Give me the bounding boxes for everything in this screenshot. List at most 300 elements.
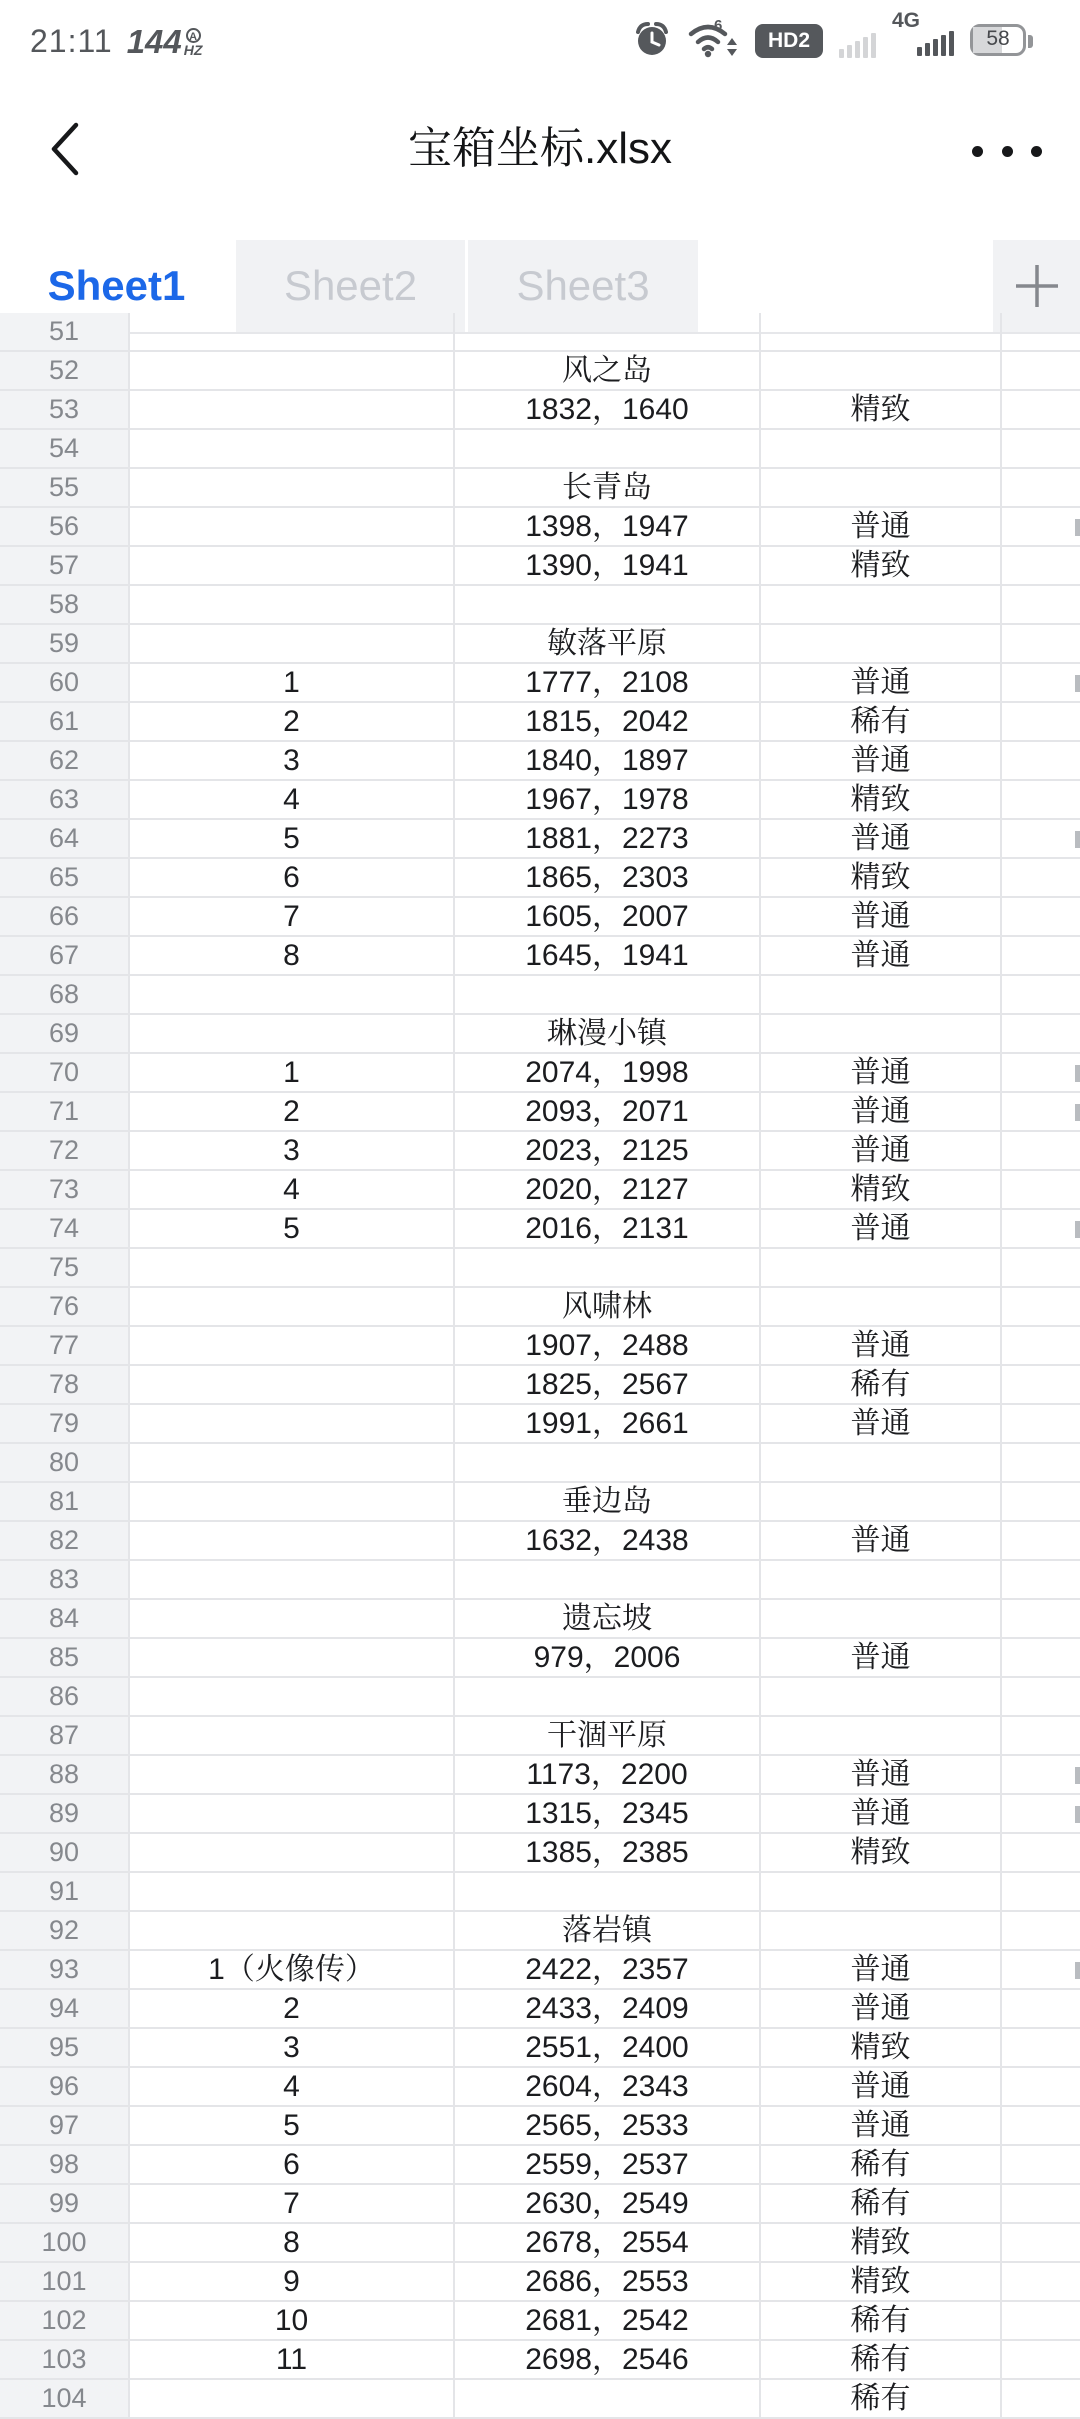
- cell-col-c[interactable]: 1840，1897: [455, 742, 761, 781]
- row-number-cell[interactable]: 85: [0, 1639, 130, 1678]
- more-menu-button[interactable]: [972, 140, 1042, 162]
- cell-col-d[interactable]: 普通: [761, 1756, 1002, 1795]
- cell-col-e[interactable]: [1002, 2224, 1080, 2263]
- row-number-cell[interactable]: 81: [0, 1483, 130, 1522]
- cell-col-e[interactable]: [1002, 1327, 1080, 1366]
- cell-col-e[interactable]: [1002, 352, 1080, 391]
- cell-col-e[interactable]: [1002, 1288, 1080, 1327]
- cell-col-b[interactable]: [130, 1717, 455, 1756]
- sheet-row: [0, 1054, 1080, 1093]
- row-number-cell[interactable]: 98: [0, 2146, 130, 2185]
- sim2-signal-icon: [892, 10, 954, 58]
- row-number-cell[interactable]: 88: [0, 1756, 130, 1795]
- row-number-cell[interactable]: 56: [0, 508, 130, 547]
- cell-col-e[interactable]: [1002, 1444, 1080, 1483]
- cell-col-d[interactable]: 普通: [761, 1639, 1002, 1678]
- cell-col-c[interactable]: 1881，2273: [455, 820, 761, 859]
- cell-col-c[interactable]: 落岩镇: [455, 1912, 761, 1951]
- cell-col-d[interactable]: [761, 1717, 1002, 1756]
- cell-col-e[interactable]: [1002, 1015, 1080, 1054]
- cell-col-e[interactable]: [1002, 1054, 1080, 1093]
- sheet-row: [0, 976, 1080, 1015]
- row-number-cell[interactable]: 93: [0, 1951, 130, 1990]
- cell-col-d[interactable]: [761, 1015, 1002, 1054]
- cell-col-e[interactable]: [1002, 2263, 1080, 2302]
- cell-col-b[interactable]: [130, 352, 455, 391]
- cell-col-c[interactable]: [455, 313, 761, 352]
- cell-col-c[interactable]: 2565，2533: [455, 2107, 761, 2146]
- row-number-cell[interactable]: 63: [0, 781, 130, 820]
- row-number-cell[interactable]: 100: [0, 2224, 130, 2263]
- cell-col-c[interactable]: 2093，2071: [455, 1093, 761, 1132]
- cell-col-b[interactable]: 8: [130, 937, 455, 976]
- cell-col-b[interactable]: [130, 1405, 455, 1444]
- cell-col-c[interactable]: [455, 430, 761, 469]
- cell-col-c[interactable]: 2678，2554: [455, 2224, 761, 2263]
- cell-col-e[interactable]: [1002, 781, 1080, 820]
- row-number-cell[interactable]: 51: [0, 313, 130, 352]
- cell-col-c[interactable]: 2023，2125: [455, 1132, 761, 1171]
- sheet-row: [0, 352, 1080, 391]
- cell-col-b[interactable]: [130, 625, 455, 664]
- cell-col-b[interactable]: 9: [130, 2263, 455, 2302]
- row-number-cell[interactable]: 65: [0, 859, 130, 898]
- cell-col-b[interactable]: [130, 1912, 455, 1951]
- cell-col-b[interactable]: [130, 508, 455, 547]
- cell-col-c[interactable]: 干涸平原: [455, 1717, 761, 1756]
- cell-col-e[interactable]: [1002, 976, 1080, 1015]
- cell-col-b[interactable]: [130, 1561, 455, 1600]
- cell-col-d[interactable]: 精致: [761, 781, 1002, 820]
- cell-col-e[interactable]: [1002, 1795, 1080, 1834]
- cell-col-b[interactable]: 6: [130, 859, 455, 898]
- cell-col-e[interactable]: [1002, 1951, 1080, 1990]
- sheet-row: [0, 1561, 1080, 1600]
- cell-col-e[interactable]: [1002, 859, 1080, 898]
- cell-col-d[interactable]: [761, 586, 1002, 625]
- cell-col-b[interactable]: 3: [130, 1132, 455, 1171]
- cell-col-d[interactable]: 普通: [761, 1327, 1002, 1366]
- row-number-cell[interactable]: 59: [0, 625, 130, 664]
- cell-col-e[interactable]: [1002, 1873, 1080, 1912]
- cell-col-e[interactable]: [1002, 742, 1080, 781]
- cell-col-c[interactable]: [455, 2380, 761, 2419]
- sheet-row: [0, 1639, 1080, 1678]
- cell-col-e[interactable]: [1002, 508, 1080, 547]
- cell-col-b[interactable]: [130, 1600, 455, 1639]
- row-number-cell[interactable]: 55: [0, 469, 130, 508]
- cell-col-d[interactable]: 普通: [761, 1210, 1002, 1249]
- cell-col-b[interactable]: 2: [130, 1093, 455, 1132]
- cell-col-d[interactable]: 稀有: [761, 2185, 1002, 2224]
- cell-col-c[interactable]: 1832，1640: [455, 391, 761, 430]
- cell-col-d[interactable]: 普通: [761, 1951, 1002, 1990]
- cell-col-c[interactable]: 风之岛: [455, 352, 761, 391]
- cell-col-b[interactable]: 2: [130, 1990, 455, 2029]
- sheet-row: [0, 547, 1080, 586]
- cell-col-d[interactable]: 稀有: [761, 2146, 1002, 2185]
- cell-col-c[interactable]: 2559，2537: [455, 2146, 761, 2185]
- sheet-rows: [0, 313, 1080, 2419]
- cell-col-e[interactable]: [1002, 586, 1080, 625]
- row-number-cell[interactable]: 94: [0, 1990, 130, 2029]
- cell-col-b[interactable]: 7: [130, 898, 455, 937]
- row-number-cell[interactable]: 102: [0, 2302, 130, 2341]
- cell-col-b[interactable]: 4: [130, 2068, 455, 2107]
- cell-col-d[interactable]: [761, 430, 1002, 469]
- row-number-cell[interactable]: 101: [0, 2263, 130, 2302]
- cell-col-d[interactable]: [761, 1600, 1002, 1639]
- row-number-cell[interactable]: 60: [0, 664, 130, 703]
- cell-col-d[interactable]: 精致: [761, 859, 1002, 898]
- row-number-cell[interactable]: 87: [0, 1717, 130, 1756]
- cell-col-b[interactable]: [130, 586, 455, 625]
- cell-col-c[interactable]: [455, 1444, 761, 1483]
- cell-col-e[interactable]: [1002, 1366, 1080, 1405]
- cell-col-e[interactable]: [1002, 2068, 1080, 2107]
- row-number-cell[interactable]: 67: [0, 937, 130, 976]
- clipped-text-fragment: [1075, 1065, 1080, 1082]
- row-number-cell[interactable]: 74: [0, 1210, 130, 1249]
- cell-col-c[interactable]: 2604，2343: [455, 2068, 761, 2107]
- cell-col-d[interactable]: 精致: [761, 391, 1002, 430]
- row-number-cell[interactable]: 84: [0, 1600, 130, 1639]
- row-number-cell[interactable]: 89: [0, 1795, 130, 1834]
- cell-col-e[interactable]: [1002, 1717, 1080, 1756]
- cell-col-c[interactable]: 2686，2553: [455, 2263, 761, 2302]
- cell-col-b[interactable]: [130, 1366, 455, 1405]
- row-number-cell[interactable]: 83: [0, 1561, 130, 1600]
- cell-col-d[interactable]: 精致: [761, 547, 1002, 586]
- cell-col-b[interactable]: [130, 547, 455, 586]
- sheet-row: [0, 1795, 1080, 1834]
- cell-col-d[interactable]: [761, 1912, 1002, 1951]
- cell-col-e[interactable]: [1002, 898, 1080, 937]
- cell-col-c[interactable]: 2433，2409: [455, 1990, 761, 2029]
- cell-col-b[interactable]: 1: [130, 664, 455, 703]
- cell-col-c[interactable]: 敏落平原: [455, 625, 761, 664]
- sheet-row: [0, 1249, 1080, 1288]
- cell-col-b[interactable]: 8: [130, 2224, 455, 2263]
- row-number-cell[interactable]: 99: [0, 2185, 130, 2224]
- cell-col-b[interactable]: 3: [130, 2029, 455, 2068]
- cell-col-c[interactable]: 2016，2131: [455, 1210, 761, 1249]
- cell-col-e[interactable]: [1002, 2146, 1080, 2185]
- cell-col-b[interactable]: [130, 1639, 455, 1678]
- cell-col-b[interactable]: [130, 976, 455, 1015]
- cell-col-d[interactable]: 普通: [761, 1054, 1002, 1093]
- cell-col-e[interactable]: [1002, 1756, 1080, 1795]
- row-number-cell[interactable]: 76: [0, 1288, 130, 1327]
- cell-col-d[interactable]: 普通: [761, 508, 1002, 547]
- cell-col-c[interactable]: [455, 586, 761, 625]
- cell-col-d[interactable]: 精致: [761, 2029, 1002, 2068]
- row-number-cell[interactable]: 54: [0, 430, 130, 469]
- cell-col-d[interactable]: 普通: [761, 2068, 1002, 2107]
- cell-col-e[interactable]: [1002, 469, 1080, 508]
- row-number-cell[interactable]: 73: [0, 1171, 130, 1210]
- cell-col-c[interactable]: 长青岛: [455, 469, 761, 508]
- cell-col-d[interactable]: 精致: [761, 2263, 1002, 2302]
- cell-col-d[interactable]: 稀有: [761, 2341, 1002, 2380]
- cell-col-c[interactable]: 1991，2661: [455, 1405, 761, 1444]
- cell-col-d[interactable]: [761, 976, 1002, 1015]
- cell-col-b[interactable]: [130, 1288, 455, 1327]
- battery-icon: [970, 22, 1036, 58]
- cell-col-c[interactable]: 1398，1947: [455, 508, 761, 547]
- cell-col-e[interactable]: [1002, 1561, 1080, 1600]
- cell-col-b[interactable]: 7: [130, 2185, 455, 2224]
- cell-col-e[interactable]: [1002, 820, 1080, 859]
- row-number-cell[interactable]: 90: [0, 1834, 130, 1873]
- cell-col-c[interactable]: 遗忘坡: [455, 1600, 761, 1639]
- sheet-row: [0, 1912, 1080, 1951]
- cell-col-e[interactable]: [1002, 937, 1080, 976]
- cell-col-c[interactable]: 1777，2108: [455, 664, 761, 703]
- cell-col-c[interactable]: 2020，2127: [455, 1171, 761, 1210]
- cell-col-e[interactable]: [1002, 1834, 1080, 1873]
- row-number-cell[interactable]: 71: [0, 1093, 130, 1132]
- row-number-cell[interactable]: 95: [0, 2029, 130, 2068]
- cell-col-d[interactable]: 稀有: [761, 703, 1002, 742]
- cell-col-c[interactable]: 2074，1998: [455, 1054, 761, 1093]
- sheet-row: [0, 1327, 1080, 1366]
- row-number-cell[interactable]: 103: [0, 2341, 130, 2380]
- cell-col-d[interactable]: 普通: [761, 1132, 1002, 1171]
- row-number-cell[interactable]: 79: [0, 1405, 130, 1444]
- cell-col-c[interactable]: 1605，2007: [455, 898, 761, 937]
- cell-col-d[interactable]: 普通: [761, 664, 1002, 703]
- cell-col-d[interactable]: 普通: [761, 1093, 1002, 1132]
- cell-col-c[interactable]: [455, 1678, 761, 1717]
- cell-col-e[interactable]: [1002, 1678, 1080, 1717]
- cell-col-d[interactable]: 普通: [761, 1990, 1002, 2029]
- cell-col-b[interactable]: [130, 313, 455, 352]
- cell-col-b[interactable]: 6: [130, 2146, 455, 2185]
- cell-col-b[interactable]: 5: [130, 820, 455, 859]
- cell-col-b[interactable]: [130, 1678, 455, 1717]
- cell-col-e[interactable]: [1002, 2380, 1080, 2419]
- cell-col-d[interactable]: 普通: [761, 898, 1002, 937]
- cell-col-c[interactable]: 琳漫小镇: [455, 1015, 761, 1054]
- cell-col-c[interactable]: 2630，2549: [455, 2185, 761, 2224]
- cell-col-e[interactable]: [1002, 1132, 1080, 1171]
- cell-col-b[interactable]: [130, 1327, 455, 1366]
- cell-col-b[interactable]: [130, 469, 455, 508]
- sheet-row: [0, 508, 1080, 547]
- cell-col-e[interactable]: [1002, 2107, 1080, 2146]
- cell-col-d[interactable]: 普通: [761, 1522, 1002, 1561]
- refresh-rate-unit: HZ: [183, 42, 203, 58]
- row-number-cell[interactable]: 91: [0, 1873, 130, 1912]
- row-number-cell[interactable]: 62: [0, 742, 130, 781]
- row-number-cell[interactable]: 86: [0, 1678, 130, 1717]
- cell-col-d[interactable]: [761, 1873, 1002, 1912]
- cell-col-b[interactable]: [130, 391, 455, 430]
- cell-col-c[interactable]: 2551，2400: [455, 2029, 761, 2068]
- row-number-cell[interactable]: 68: [0, 976, 130, 1015]
- cell-col-e[interactable]: [1002, 1483, 1080, 1522]
- cell-col-d[interactable]: 普通: [761, 1795, 1002, 1834]
- cell-col-e[interactable]: [1002, 625, 1080, 664]
- cell-col-c[interactable]: 1645，1941: [455, 937, 761, 976]
- cell-col-e[interactable]: [1002, 664, 1080, 703]
- row-number-cell[interactable]: 97: [0, 2107, 130, 2146]
- row-number-cell[interactable]: 66: [0, 898, 130, 937]
- cell-col-c[interactable]: 1315，2345: [455, 1795, 761, 1834]
- row-number-cell[interactable]: 57: [0, 547, 130, 586]
- cell-col-b[interactable]: [130, 1249, 455, 1288]
- row-number-cell[interactable]: 70: [0, 1054, 130, 1093]
- cell-col-c[interactable]: 垂边岛: [455, 1483, 761, 1522]
- sheet-row: [0, 1834, 1080, 1873]
- cell-col-c[interactable]: [455, 1873, 761, 1912]
- cell-col-e[interactable]: [1002, 2341, 1080, 2380]
- row-number-cell[interactable]: 61: [0, 703, 130, 742]
- cell-col-d[interactable]: 普通: [761, 742, 1002, 781]
- cell-col-b[interactable]: 11: [130, 2341, 455, 2380]
- cell-col-d[interactable]: 精致: [761, 1834, 1002, 1873]
- cell-col-c[interactable]: [455, 1249, 761, 1288]
- cell-col-b[interactable]: [130, 430, 455, 469]
- cell-col-b[interactable]: 2: [130, 703, 455, 742]
- cell-col-d[interactable]: 稀有: [761, 2302, 1002, 2341]
- row-number-cell[interactable]: 69: [0, 1015, 130, 1054]
- cell-col-d[interactable]: 普通: [761, 1405, 1002, 1444]
- cell-col-e[interactable]: [1002, 1522, 1080, 1561]
- cell-col-b[interactable]: [130, 1444, 455, 1483]
- cell-col-c[interactable]: 2681，2542: [455, 2302, 761, 2341]
- row-number-cell[interactable]: 52: [0, 352, 130, 391]
- cell-col-d[interactable]: 普通: [761, 937, 1002, 976]
- cell-col-e[interactable]: [1002, 2185, 1080, 2224]
- clipped-text-fragment: [1075, 675, 1080, 692]
- cell-col-d[interactable]: [761, 1249, 1002, 1288]
- cell-col-d[interactable]: 普通: [761, 2107, 1002, 2146]
- cell-col-d[interactable]: [761, 1483, 1002, 1522]
- cell-col-d[interactable]: 普通: [761, 820, 1002, 859]
- cell-col-e[interactable]: [1002, 1093, 1080, 1132]
- cell-col-d[interactable]: [761, 313, 1002, 352]
- cell-col-e[interactable]: [1002, 1210, 1080, 1249]
- cell-col-d[interactable]: [761, 1444, 1002, 1483]
- cell-col-c[interactable]: 1390，1941: [455, 547, 761, 586]
- sheet-row: [0, 2224, 1080, 2263]
- cell-col-d[interactable]: [761, 352, 1002, 391]
- row-number-cell[interactable]: 82: [0, 1522, 130, 1561]
- cell-col-c[interactable]: 2422，2357: [455, 1951, 761, 1990]
- cell-col-c[interactable]: 1632，2438: [455, 1522, 761, 1561]
- cell-col-c[interactable]: 1825，2567: [455, 1366, 761, 1405]
- cell-col-c[interactable]: 2698，2546: [455, 2341, 761, 2380]
- cell-col-e[interactable]: [1002, 1990, 1080, 2029]
- cell-col-c[interactable]: 1865，2303: [455, 859, 761, 898]
- cell-col-e[interactable]: [1002, 430, 1080, 469]
- cell-col-e[interactable]: [1002, 313, 1080, 352]
- cell-col-d[interactable]: 精致: [761, 1171, 1002, 1210]
- sheet-row: [0, 1678, 1080, 1717]
- cell-col-e[interactable]: [1002, 703, 1080, 742]
- cell-col-e[interactable]: [1002, 391, 1080, 430]
- cell-col-b[interactable]: [130, 1483, 455, 1522]
- cell-col-b[interactable]: 4: [130, 1171, 455, 1210]
- sheet-row: [0, 1990, 1080, 2029]
- cell-col-b[interactable]: [130, 2380, 455, 2419]
- cell-col-e[interactable]: [1002, 1600, 1080, 1639]
- cell-col-c[interactable]: 1815，2042: [455, 703, 761, 742]
- cell-col-b[interactable]: 3: [130, 742, 455, 781]
- cell-col-e[interactable]: [1002, 1249, 1080, 1288]
- cell-col-e[interactable]: [1002, 2029, 1080, 2068]
- cell-col-c[interactable]: [455, 976, 761, 1015]
- cell-col-c[interactable]: 风啸林: [455, 1288, 761, 1327]
- cell-col-e[interactable]: [1002, 2302, 1080, 2341]
- cell-col-b[interactable]: 5: [130, 2107, 455, 2146]
- cell-col-d[interactable]: [761, 1288, 1002, 1327]
- cell-col-c[interactable]: 1385，2385: [455, 1834, 761, 1873]
- cell-col-b[interactable]: 1（火像传）: [130, 1951, 455, 1990]
- sheet-row: [0, 1951, 1080, 1990]
- cell-col-b[interactable]: 10: [130, 2302, 455, 2341]
- cell-col-b[interactable]: 1: [130, 1054, 455, 1093]
- row-number-cell[interactable]: 72: [0, 1132, 130, 1171]
- cell-col-d[interactable]: [761, 625, 1002, 664]
- cell-col-b[interactable]: 5: [130, 1210, 455, 1249]
- cell-col-c[interactable]: 1967，1978: [455, 781, 761, 820]
- cell-col-b[interactable]: [130, 1756, 455, 1795]
- row-number-cell[interactable]: 80: [0, 1444, 130, 1483]
- cell-col-d[interactable]: 稀有: [761, 1366, 1002, 1405]
- cell-col-b[interactable]: [130, 1873, 455, 1912]
- row-number-cell[interactable]: 96: [0, 2068, 130, 2107]
- tab-sheet3[interactable]: Sheet3: [468, 240, 698, 332]
- cell-col-d[interactable]: 精致: [761, 2224, 1002, 2263]
- row-number-cell[interactable]: 78: [0, 1366, 130, 1405]
- cell-col-b[interactable]: [130, 1015, 455, 1054]
- tab-sheet2[interactable]: Sheet2: [236, 240, 465, 332]
- sheet-row: [0, 2185, 1080, 2224]
- cell-col-b[interactable]: [130, 1834, 455, 1873]
- cell-col-b[interactable]: 4: [130, 781, 455, 820]
- cell-col-d[interactable]: 稀有: [761, 2380, 1002, 2419]
- cell-col-e[interactable]: [1002, 1639, 1080, 1678]
- cell-col-c[interactable]: 979，2006: [455, 1639, 761, 1678]
- cell-col-d[interactable]: [761, 1678, 1002, 1717]
- spreadsheet-grid[interactable]: [0, 316, 1080, 2415]
- row-number-cell[interactable]: 75: [0, 1249, 130, 1288]
- cell-col-c[interactable]: 1907，2488: [455, 1327, 761, 1366]
- row-number-cell[interactable]: 53: [0, 391, 130, 430]
- cell-col-e[interactable]: [1002, 1171, 1080, 1210]
- cell-col-d[interactable]: [761, 469, 1002, 508]
- cell-col-b[interactable]: [130, 1522, 455, 1561]
- clipped-text-fragment: [1075, 1962, 1080, 1979]
- row-number-cell[interactable]: 58: [0, 586, 130, 625]
- cell-col-c[interactable]: [455, 1561, 761, 1600]
- cell-col-d[interactable]: [761, 1561, 1002, 1600]
- cell-col-b[interactable]: [130, 1795, 455, 1834]
- document-title: 宝箱坐标.xlsx: [408, 124, 672, 173]
- cell-col-e[interactable]: [1002, 1405, 1080, 1444]
- cell-col-c[interactable]: 1173，2200: [455, 1756, 761, 1795]
- tab-sheet1[interactable]: Sheet1: [0, 240, 233, 332]
- cell-col-e[interactable]: [1002, 1912, 1080, 1951]
- row-number-cell[interactable]: 77: [0, 1327, 130, 1366]
- row-number-cell[interactable]: 92: [0, 1912, 130, 1951]
- row-number-cell[interactable]: 64: [0, 820, 130, 859]
- cell-col-e[interactable]: [1002, 547, 1080, 586]
- row-number-cell[interactable]: 104: [0, 2380, 130, 2419]
